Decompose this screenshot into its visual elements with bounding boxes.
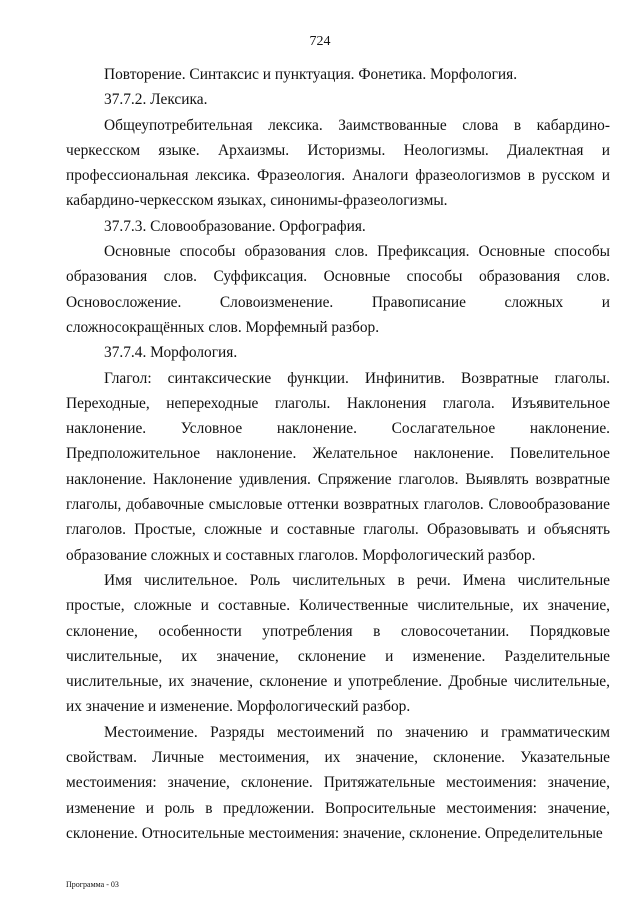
section-heading-lexicon: 37.7.2. Лексика. <box>104 91 208 109</box>
paragraph-lexicon: Общеупотребительная лексика. Заимствованные слова в кабардино-черкесском языке. Архаизмы. Историзмы. Неологизмы. Диалектная и профессиональная лексика. Фразеология. Аналоги фразеологизмов в русском и кабардино-черкесском языках, синонимы-фразеологизмы. <box>66 116 610 210</box>
paragraph-word-formation: Основные способы образования слов. Префиксация. Основные способы образования слов. Суффиксация. Основные способы образования слов. Основосложение. Словоизменение. Правописание сложных и сложносокращённых слов. Морфемный разбор. <box>66 243 610 336</box>
paragraph-review-heading: Повторение. Синтаксис и пунктуация. Фонетика. Морфология. <box>104 66 518 83</box>
section-heading-morphology: 37.7.4. Морфология. <box>104 344 238 362</box>
section-heading-word-formation: 37.7.3. Словообразование. Орфография. <box>104 217 366 235</box>
paragraph-pronoun: Местоимение. Разряды местоимений по значению и грамматическим свойствам. Личные местоимения, их значение, склонение. Указательные местоимения: значение, склонение. Притяжательные местоимения: значение, изменение и роль в предложении. Вопросительные местоимения: значение, склонение. Относительные местоимения: значение, склонение. Определительные <box>66 723 610 842</box>
paragraph-numeral: Имя числительное. Роль числительных в речи. Имена числительные простые, сложные и составные. Количественные числительные, их значение, склонение, особенности употребления в словосочетании. Порядковые числительные, их значение, склонение и изменение. Разделительные числительные, их значение, склонение и употребление. Дробные числительные, их значение и изменение. Морфологический разбор. <box>66 571 610 716</box>
page-number: 724 <box>309 34 331 49</box>
footer-label: Программа - 03 <box>66 880 119 889</box>
document-body <box>66 62 610 846</box>
paragraph-verb: Глагол: синтаксические функции. Инфинитив. Возвратные глаголы. Переходные, непереходные глаголы. Наклонения глагола. Изъявительное наклонение. Условное наклонение. Сослагательное наклонение. Предположительное наклонение. Желательное наклонение. Повелительное наклонение. Наклонение удивления. Спряжение глаголов. Выявлять возвратные глаголы, добавочные смысловые оттенки возвратных глаголов. Словообразование глаголов. Простые, сложные и составные глаголы. Образовывать и объяснять образование сложных и составных глаголов. Морфологический разбор. <box>66 369 610 564</box>
